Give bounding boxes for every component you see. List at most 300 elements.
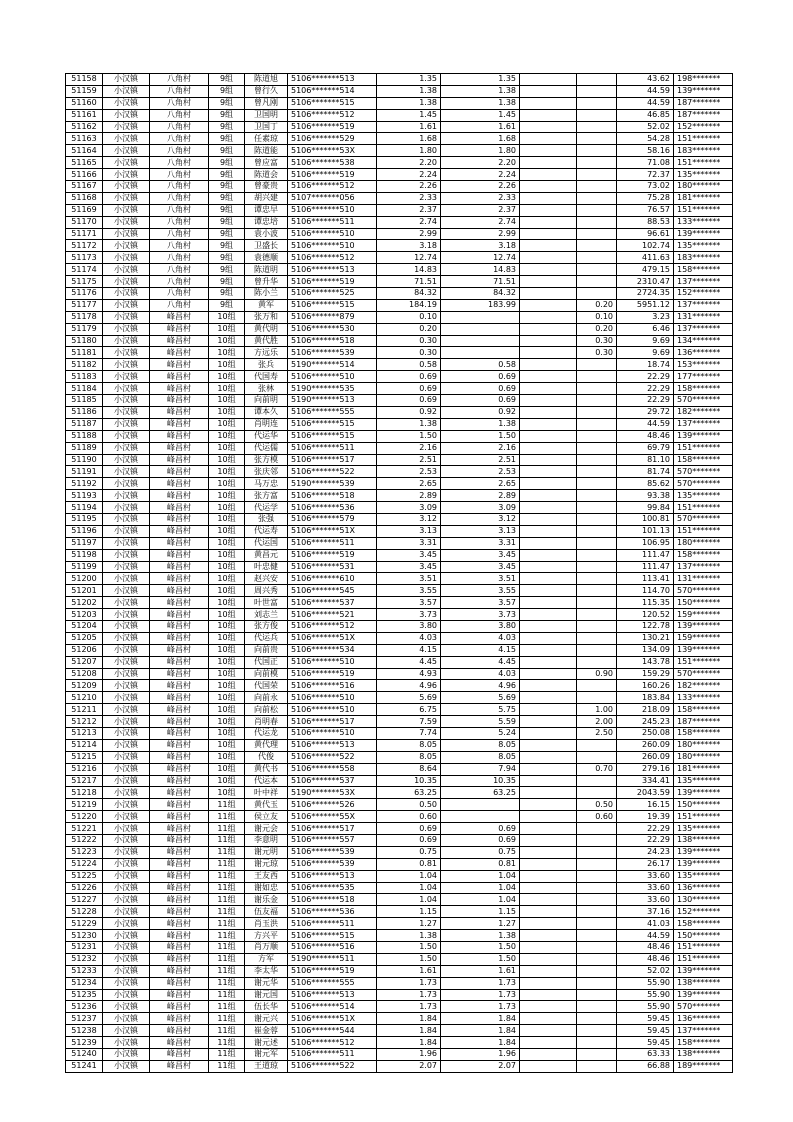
area2-cell: 183.99 [441,299,520,311]
group-cell: 11组 [209,846,245,858]
idcard-cell: 5106*******555 [288,406,377,418]
group-cell: 10组 [209,668,245,680]
area1-cell: 10.35 [377,775,441,787]
amount-cell: 3.23 [617,311,674,323]
amount-cell: 44.59 [617,418,674,430]
area1-cell: 3.09 [377,502,441,514]
table-row [66,169,733,181]
group-cell: 11组 [209,823,245,835]
phone-cell: 158******* [674,383,733,395]
group-cell: 10组 [209,716,245,728]
table-row [66,418,733,430]
town-cell: 小汉镇 [103,787,150,799]
area1-cell: 3.73 [377,609,441,621]
table-row [66,216,733,228]
village-cell: 八角村 [150,133,209,145]
table-row [66,704,733,716]
group-cell: 11组 [209,1025,245,1037]
phone-cell: 139******* [674,846,733,858]
row-id: 51160 [66,97,103,109]
row-id: 51212 [66,716,103,728]
idcard-cell: 5106*******519 [288,169,377,181]
village-cell: 峰昌村 [150,751,209,763]
town-cell: 小汉镇 [103,775,150,787]
town-cell: 小汉镇 [103,371,150,383]
village-cell: 峰昌村 [150,823,209,835]
blank-cell [520,930,577,942]
table-row [66,430,733,442]
amount-cell: 26.17 [617,858,674,870]
amount-cell: 69.79 [617,442,674,454]
group-cell: 10组 [209,597,245,609]
amount-cell: 122.78 [617,620,674,632]
area1-cell: 0.81 [377,858,441,870]
row-id: 51175 [66,276,103,288]
idcard-cell: 5106*******510 [288,656,377,668]
phone-cell: 158******* [674,264,733,276]
area3-cell [577,977,617,989]
name-cell: 谢元述 [245,1037,288,1049]
idcard-cell: 5106*******526 [288,799,377,811]
area1-cell: 1.80 [377,145,441,157]
idcard-cell: 5190*******513 [288,395,377,407]
name-cell: 袁德顺 [245,252,288,264]
village-cell: 峰昌村 [150,953,209,965]
town-cell: 小汉镇 [103,299,150,311]
area3-cell [577,252,617,264]
village-cell: 峰昌村 [150,644,209,656]
area2-cell [441,347,520,359]
idcard-cell: 5106*******55X [288,811,377,823]
table-row [66,906,733,918]
phone-cell: 130******* [674,894,733,906]
blank-cell [520,858,577,870]
amount-cell: 55.90 [617,977,674,989]
village-cell: 峰昌村 [150,775,209,787]
area1-cell: 3.18 [377,240,441,252]
village-cell: 峰昌村 [150,739,209,751]
amount-cell: 81.74 [617,466,674,478]
area3-cell [577,787,617,799]
blank-cell [520,870,577,882]
village-cell: 峰昌村 [150,335,209,347]
row-id: 51174 [66,264,103,276]
row-id: 51166 [66,169,103,181]
area2-cell: 1.96 [441,1049,520,1061]
area2-cell: 5.75 [441,704,520,716]
row-id: 51205 [66,632,103,644]
phone-cell: 570******* [674,395,733,407]
name-cell: 曾应富 [245,157,288,169]
row-id: 51184 [66,383,103,395]
blank-cell [520,157,577,169]
row-id: 51171 [66,228,103,240]
town-cell: 小汉镇 [103,1001,150,1013]
area2-cell: 1.80 [441,145,520,157]
area3-cell: 0.60 [577,811,617,823]
row-id: 51172 [66,240,103,252]
name-cell: 谢元琼 [245,858,288,870]
area1-cell: 2.33 [377,192,441,204]
blank-cell [520,787,577,799]
area1-cell: 3.45 [377,549,441,561]
town-cell: 小汉镇 [103,490,150,502]
group-cell: 10组 [209,704,245,716]
blank-cell [520,359,577,371]
row-id: 51187 [66,418,103,430]
town-cell: 小汉镇 [103,502,150,514]
blank-cell [520,668,577,680]
phone-cell: 135******* [674,775,733,787]
phone-cell: 137******* [674,418,733,430]
table-row [66,1060,733,1072]
area3-cell [577,609,617,621]
area1-cell: 4.03 [377,632,441,644]
row-id: 51197 [66,537,103,549]
idcard-cell: 5106*******535 [288,882,377,894]
phone-cell: 138******* [674,1049,733,1061]
name-cell: 黄代书 [245,763,288,775]
area1-cell: 5.69 [377,692,441,704]
group-cell: 10组 [209,561,245,573]
town-cell: 小汉镇 [103,145,150,157]
phone-cell: 151******* [674,442,733,454]
town-cell: 小汉镇 [103,1025,150,1037]
row-id: 51207 [66,656,103,668]
row-id: 51234 [66,977,103,989]
area2-cell: 1.61 [441,121,520,133]
amount-cell: 44.59 [617,930,674,942]
area2-cell: 3.45 [441,549,520,561]
name-cell: 向前模 [245,668,288,680]
village-cell: 峰昌村 [150,430,209,442]
row-id: 51181 [66,347,103,359]
amount-cell: 44.59 [617,85,674,97]
village-cell: 峰昌村 [150,311,209,323]
name-cell: 张方俊 [245,620,288,632]
name-cell: 谢元兴 [245,1013,288,1025]
table-row [66,347,733,359]
area2-cell: 8.05 [441,739,520,751]
row-id: 51230 [66,930,103,942]
phone-cell: 152******* [674,906,733,918]
blank-cell [520,299,577,311]
group-cell: 9组 [209,133,245,145]
area2-cell [441,311,520,323]
area3-cell [577,835,617,847]
name-cell: 曾升华 [245,276,288,288]
area2-cell: 0.69 [441,383,520,395]
group-cell: 11组 [209,882,245,894]
row-id: 51176 [66,288,103,300]
village-cell: 峰昌村 [150,1013,209,1025]
idcard-cell: 5106*******512 [288,620,377,632]
table-row [66,965,733,977]
town-cell: 小汉镇 [103,668,150,680]
area2-cell [441,811,520,823]
phone-cell: 139******* [674,787,733,799]
area3-cell [577,751,617,763]
area3-cell: 1.00 [577,704,617,716]
row-id: 51159 [66,85,103,97]
idcard-cell: 5106*******515 [288,930,377,942]
village-cell: 峰昌村 [150,989,209,1001]
row-id: 51190 [66,454,103,466]
idcard-cell: 5106*******544 [288,1025,377,1037]
area2-cell: 2.16 [441,442,520,454]
village-cell: 峰昌村 [150,1037,209,1049]
name-cell: 卫国明 [245,109,288,121]
blank-cell [520,835,577,847]
village-cell: 峰昌村 [150,406,209,418]
area3-cell [577,371,617,383]
village-cell: 峰昌村 [150,573,209,585]
area1-cell: 0.20 [377,323,441,335]
group-cell: 11组 [209,1001,245,1013]
blank-cell [520,620,577,632]
name-cell: 谢元军 [245,1049,288,1061]
phone-cell: 180******* [674,751,733,763]
town-cell: 小汉镇 [103,930,150,942]
group-cell: 10组 [209,359,245,371]
area3-cell [577,882,617,894]
phone-cell: 182******* [674,406,733,418]
blank-cell [520,1060,577,1072]
area1-cell: 3.13 [377,525,441,537]
phone-cell: 187******* [674,109,733,121]
village-cell: 八角村 [150,264,209,276]
town-cell: 小汉镇 [103,395,150,407]
area2-cell: 1.50 [441,953,520,965]
row-id: 51225 [66,870,103,882]
amount-cell: 93.38 [617,490,674,502]
table-row [66,74,733,86]
table-row [66,680,733,692]
table-row [66,157,733,169]
area2-cell: 2.33 [441,192,520,204]
row-id: 51215 [66,751,103,763]
amount-cell: 260.09 [617,739,674,751]
group-cell: 10组 [209,656,245,668]
row-id: 51158 [66,74,103,86]
area1-cell: 3.57 [377,597,441,609]
phone-cell: 135******* [674,870,733,882]
area1-cell: 1.38 [377,97,441,109]
town-cell: 小汉镇 [103,109,150,121]
name-cell: 李意明 [245,835,288,847]
town-cell: 小汉镇 [103,727,150,739]
idcard-cell: 5106*******557 [288,835,377,847]
phone-cell: 137******* [674,561,733,573]
idcard-cell: 5106*******522 [288,751,377,763]
group-cell: 10组 [209,490,245,502]
area2-cell: 7.94 [441,763,520,775]
table-row [66,811,733,823]
blank-cell [520,1001,577,1013]
table-row [66,228,733,240]
area1-cell: 1.50 [377,953,441,965]
group-cell: 10组 [209,406,245,418]
group-cell: 9组 [209,145,245,157]
group-cell: 11组 [209,870,245,882]
amount-cell: 334.41 [617,775,674,787]
village-cell: 峰昌村 [150,1060,209,1072]
phone-cell: 158******* [674,549,733,561]
area2-cell: 5.69 [441,692,520,704]
table-row [66,609,733,621]
area2-cell: 5.59 [441,716,520,728]
town-cell: 小汉镇 [103,918,150,930]
area3-cell [577,430,617,442]
phone-cell: 158******* [674,454,733,466]
table-row [66,240,733,252]
area1-cell: 4.96 [377,680,441,692]
town-cell: 小汉镇 [103,323,150,335]
phone-cell: 135******* [674,240,733,252]
name-cell: 陈道能 [245,145,288,157]
table-row [66,585,733,597]
idcard-cell: 5106*******517 [288,823,377,835]
name-cell: 方兴平 [245,930,288,942]
table-row [66,204,733,216]
area1-cell: 0.69 [377,395,441,407]
area2-cell: 3.51 [441,573,520,585]
village-cell: 八角村 [150,145,209,157]
area2-cell: 1.84 [441,1025,520,1037]
village-cell: 峰昌村 [150,513,209,525]
area1-cell: 14.83 [377,264,441,276]
name-cell: 黄军 [245,299,288,311]
area3-cell [577,216,617,228]
amount-cell: 81.10 [617,454,674,466]
amount-cell: 111.47 [617,561,674,573]
group-cell: 11组 [209,1049,245,1061]
table-row [66,1013,733,1025]
phone-cell: 135******* [674,169,733,181]
area3-cell [577,276,617,288]
row-id: 51178 [66,311,103,323]
town-cell: 小汉镇 [103,894,150,906]
village-cell: 峰昌村 [150,609,209,621]
amount-cell: 46.85 [617,109,674,121]
phone-cell: 133******* [674,692,733,704]
name-cell: 代国寿 [245,371,288,383]
table-row [66,502,733,514]
blank-cell [520,513,577,525]
amount-cell: 9.69 [617,347,674,359]
village-cell: 峰昌村 [150,549,209,561]
name-cell: 向前永 [245,692,288,704]
area3-cell [577,953,617,965]
area1-cell: 12.74 [377,252,441,264]
village-cell: 峰昌村 [150,442,209,454]
area1-cell: 1.84 [377,1037,441,1049]
idcard-cell: 5106*******558 [288,763,377,775]
phone-cell: 151******* [674,953,733,965]
phone-cell: 150******* [674,597,733,609]
idcard-cell: 5106*******519 [288,276,377,288]
table-row [66,252,733,264]
name-cell: 向前松 [245,704,288,716]
idcard-cell: 5106*******536 [288,906,377,918]
amount-cell: 59.45 [617,1037,674,1049]
phone-cell: 180******* [674,181,733,193]
village-cell: 峰昌村 [150,537,209,549]
idcard-cell: 5106*******51X [288,1013,377,1025]
group-cell: 10组 [209,442,245,454]
idcard-cell: 5190*******53X [288,787,377,799]
table-row [66,525,733,537]
blank-cell [520,585,577,597]
village-cell: 峰昌村 [150,347,209,359]
area2-cell: 3.57 [441,597,520,609]
amount-cell: 55.90 [617,989,674,1001]
amount-cell: 411.63 [617,252,674,264]
area1-cell: 8.64 [377,763,441,775]
table-row [66,739,733,751]
idcard-cell: 5106*******529 [288,133,377,145]
name-cell: 谢元国 [245,989,288,1001]
area3-cell [577,561,617,573]
area2-cell: 2.65 [441,478,520,490]
area1-cell: 3.55 [377,585,441,597]
village-cell: 峰昌村 [150,787,209,799]
area3-cell [577,965,617,977]
name-cell: 伍友福 [245,906,288,918]
area2-cell: 14.83 [441,264,520,276]
blank-cell [520,216,577,228]
row-id: 51217 [66,775,103,787]
area3-cell [577,192,617,204]
name-cell: 叶世富 [245,597,288,609]
town-cell: 小汉镇 [103,644,150,656]
area3-cell [577,383,617,395]
area2-cell: 2.07 [441,1060,520,1072]
idcard-cell: 5106*******521 [288,609,377,621]
row-id: 51233 [66,965,103,977]
table-row [66,276,733,288]
village-cell: 峰昌村 [150,502,209,514]
row-id: 51227 [66,894,103,906]
group-cell: 10组 [209,347,245,359]
town-cell: 小汉镇 [103,977,150,989]
village-cell: 峰昌村 [150,835,209,847]
village-cell: 峰昌村 [150,1001,209,1013]
name-cell: 叶忠健 [245,561,288,573]
idcard-cell: 5106*******513 [288,264,377,276]
area3-cell: 0.20 [577,299,617,311]
area2-cell: 0.69 [441,835,520,847]
group-cell: 11组 [209,811,245,823]
area1-cell: 8.05 [377,739,441,751]
town-cell: 小汉镇 [103,716,150,728]
row-id: 51210 [66,692,103,704]
area3-cell [577,525,617,537]
area1-cell: 2.99 [377,228,441,240]
blank-cell [520,145,577,157]
area2-cell: 2.37 [441,204,520,216]
town-cell: 小汉镇 [103,692,150,704]
area1-cell: 1.04 [377,870,441,882]
name-cell: 黄代胜 [245,335,288,347]
table-row [66,288,733,300]
area2-cell: 1.38 [441,930,520,942]
town-cell: 小汉镇 [103,466,150,478]
town-cell: 小汉镇 [103,1049,150,1061]
area1-cell: 0.60 [377,811,441,823]
idcard-cell: 5106*******516 [288,942,377,954]
town-cell: 小汉镇 [103,157,150,169]
